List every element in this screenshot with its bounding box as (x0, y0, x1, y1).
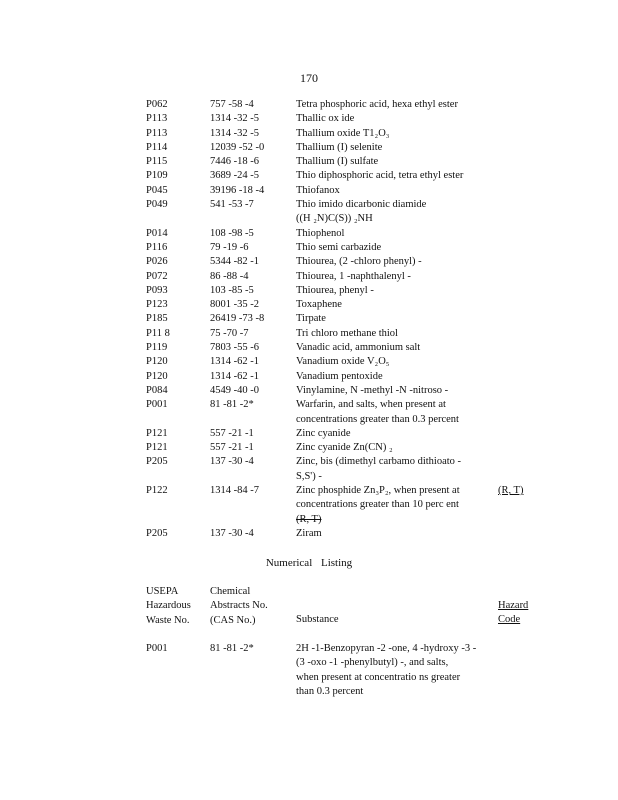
waste-number: P119 (146, 342, 168, 354)
cas-number: 137 -30 -4 (210, 527, 254, 539)
table-row (0, 327, 618, 341)
cas-number: 4549 -40 -0 (210, 384, 259, 396)
table-row (0, 270, 618, 284)
substance (296, 98, 492, 112)
cas-number: 557 -21 -1 (210, 427, 254, 439)
substance (296, 370, 492, 384)
substance (296, 112, 492, 126)
waste-number: P049 (146, 199, 168, 211)
table-row (0, 455, 618, 484)
waste-number: P120 (146, 370, 168, 382)
waste-number: P062 (146, 99, 168, 110)
substance-line: Thio imido dicarbonic diamide (296, 199, 427, 211)
header-hazard-code (498, 599, 528, 628)
table-row (0, 484, 618, 527)
header-line: Chemical (210, 586, 251, 597)
header-waste-no (146, 585, 191, 628)
substance-line: Thiourea, (2 -chloro phenyl) - (296, 256, 422, 268)
cas-number: 39196 -18 -4 (210, 184, 265, 196)
substance-line: Thiophenol (296, 227, 345, 239)
substance (296, 455, 492, 484)
waste-number: P121 (146, 427, 168, 439)
table-row (0, 255, 618, 269)
substance (296, 327, 492, 341)
waste-number: P001 (146, 399, 168, 411)
table-row (0, 398, 618, 427)
cas-number: 7446 -18 -6 (210, 156, 259, 168)
substance (296, 298, 492, 312)
table-row (0, 284, 618, 298)
substance (296, 312, 492, 326)
substance-line: Vanadium oxide V₂O₅ (296, 356, 390, 368)
waste-number: P185 (146, 313, 168, 325)
substance (296, 141, 492, 155)
table-row (0, 169, 618, 183)
cas-number: 103 -85 -5 (210, 284, 254, 296)
cas-number: 108 -98 -5 (210, 227, 254, 239)
substance-line: Toxaphene (296, 299, 342, 311)
substance (296, 155, 492, 169)
table-row (0, 298, 618, 312)
substance (296, 398, 492, 427)
substance (296, 241, 492, 255)
hazard-code: (R, T) (498, 485, 524, 497)
substance-line: Ziram (296, 527, 322, 539)
substance-line: concentrations greater than 10 perc ent (296, 499, 459, 511)
substance (296, 427, 492, 441)
substance-line: Thiofanox (296, 184, 340, 196)
table-row (0, 441, 618, 455)
waste-number: P115 (146, 156, 168, 168)
table-row (0, 427, 618, 441)
substance-line: Thiourea, phenyl - (296, 284, 374, 296)
table-row (0, 112, 618, 126)
cas-number: 79 -19 -6 (210, 241, 249, 253)
substance-line: Thio semi carbazide (296, 241, 382, 253)
waste-number: P121 (146, 442, 168, 454)
waste-number: P072 (146, 270, 168, 282)
header-line: USEPA (146, 586, 179, 597)
cas-number: 757 -58 -4 (210, 99, 254, 110)
alphabetical-listing (0, 98, 618, 541)
cas-number: 541 -53 -7 (210, 199, 254, 211)
table-row (0, 141, 618, 155)
header-line: Hazard (498, 600, 529, 611)
substance (296, 270, 492, 284)
substance-line: Thio diphosphoric acid, tetra ethyl ester (296, 170, 464, 182)
table-row (0, 527, 618, 541)
substance-line: ((H ₂N)C(S)) ₂NH (296, 213, 373, 225)
waste-number: P122 (146, 485, 168, 497)
substance-line: 2H -1-Benzopyran -2 -one, 4 -hydroxy -3 - (296, 643, 477, 654)
waste-number: P205 (146, 527, 168, 539)
cas-number: 7803 -55 -6 (210, 342, 259, 354)
header-line: Hazardous (146, 600, 191, 612)
table-row (0, 241, 618, 255)
substance-line: Zinc cyanide Zn(CN) ₂ (296, 442, 393, 454)
substance-line: S,S') - (296, 470, 322, 482)
table-row (0, 355, 618, 369)
substance (296, 255, 492, 269)
numerical-entry-substance (296, 642, 476, 699)
cas-number: 75 -70 -7 (210, 327, 249, 339)
cas-number: 81 -81 -2* (210, 399, 254, 411)
substance (296, 198, 492, 227)
table-row (0, 312, 618, 326)
table-row (0, 184, 618, 198)
substance-line: (3 -oxo -1 -phenylbutyl) -, and salts, (296, 657, 449, 669)
waste-number: P120 (146, 356, 168, 368)
waste-number: P205 (146, 456, 168, 468)
header-line: Waste No. (146, 614, 190, 626)
substance-line: Thallic ox ide (296, 113, 355, 125)
cas-number: 1314 -84 -7 (210, 485, 259, 497)
cas-number: 1314 -32 -5 (210, 127, 259, 139)
table-row (0, 227, 618, 241)
substance (296, 284, 492, 298)
cas-number: 12039 -52 -0 (210, 141, 265, 153)
substance (296, 384, 492, 398)
cas-number: 137 -30 -4 (210, 456, 254, 468)
substance-line: Vanadic acid, ammonium salt (296, 342, 421, 354)
cas-number: 3689 -24 -5 (210, 170, 259, 182)
cas-number: 8001 -35 -2 (210, 299, 259, 311)
substance (296, 341, 492, 355)
waste-number: P045 (146, 184, 168, 196)
page-number: 170 (300, 71, 318, 85)
waste-number: P014 (146, 227, 168, 239)
waste-number: P084 (146, 384, 168, 396)
numerical-entry-cas: 81 -81 -2* (210, 643, 254, 654)
cas-number: 1314 -32 -5 (210, 113, 259, 125)
substance (296, 184, 492, 198)
header-substance (296, 613, 339, 627)
substance-line: Thallium (I) selenite (296, 141, 383, 153)
table-row (0, 127, 618, 141)
substance-line: Zinc cyanide (296, 427, 351, 439)
waste-number: P123 (146, 299, 168, 311)
substance-line: Thallium (I) sulfate (296, 156, 379, 168)
substance (296, 527, 492, 541)
substance (296, 484, 492, 527)
substance-line: Thiourea, 1 -naphthalenyl - (296, 270, 411, 282)
waste-number: P11 8 (146, 327, 170, 339)
cas-number: 86 -88 -4 (210, 270, 249, 282)
substance-line: when present at concentratio ns greater (296, 671, 461, 683)
substance-line: Thallium oxide T1₂O₃ (296, 127, 390, 139)
substance-line: Vinylamine, N -methyl -N -nitroso - (296, 384, 449, 396)
substance-line: Tirpate (296, 313, 326, 325)
waste-number: P113 (146, 113, 168, 125)
cas-number: 5344 -82 -1 (210, 256, 259, 268)
substance (296, 127, 492, 141)
cas-number: 26419 -73 -8 (210, 313, 265, 325)
substance (296, 355, 492, 369)
substance-line: Zinc phosphide Zn₃P₂, when present at (296, 485, 460, 497)
waste-number: P116 (146, 241, 168, 253)
substance-line: Tetra phosphoric acid, hexa ethyl ester (296, 99, 458, 110)
cas-number: 1314 -62 -1 (210, 370, 259, 382)
table-row (0, 341, 618, 355)
struck-hazard-code: (R, T) (296, 513, 322, 525)
cas-number: 557 -21 -1 (210, 442, 254, 454)
waste-number: P109 (146, 170, 168, 182)
substance (296, 441, 492, 455)
table-row (0, 370, 618, 384)
waste-number: P113 (146, 127, 168, 139)
numerical-entry-waste-no: P001 (146, 643, 168, 654)
header-cas-no (210, 585, 268, 628)
substance-line: Warfarin, and salts, when present at (296, 399, 446, 411)
substance-line: Vanadium pentoxide (296, 370, 383, 382)
header-line: Abstracts No. (210, 600, 268, 612)
substance-line: than 0.3 percent (296, 685, 364, 697)
table-row (0, 155, 618, 169)
substance (296, 227, 492, 241)
waste-number: P114 (146, 141, 168, 153)
section-heading: Numerical Listing (265, 557, 353, 569)
table-row (0, 98, 618, 112)
header-line: Substance (296, 614, 339, 625)
substance-line: concentrations greater than 0.3 percent (296, 413, 459, 425)
substance (296, 169, 492, 183)
waste-number: P093 (146, 284, 168, 296)
header-line: Code (498, 614, 521, 626)
substance-line: Tri chloro methane thiol (296, 327, 398, 339)
substance-line: Zinc, bis (dimethyl carbamo dithioato - (296, 456, 462, 468)
table-row (0, 198, 618, 227)
header-line: (CAS No.) (210, 614, 256, 626)
waste-number: P026 (146, 256, 168, 268)
cas-number: 1314 -62 -1 (210, 356, 259, 368)
table-row (0, 384, 618, 398)
